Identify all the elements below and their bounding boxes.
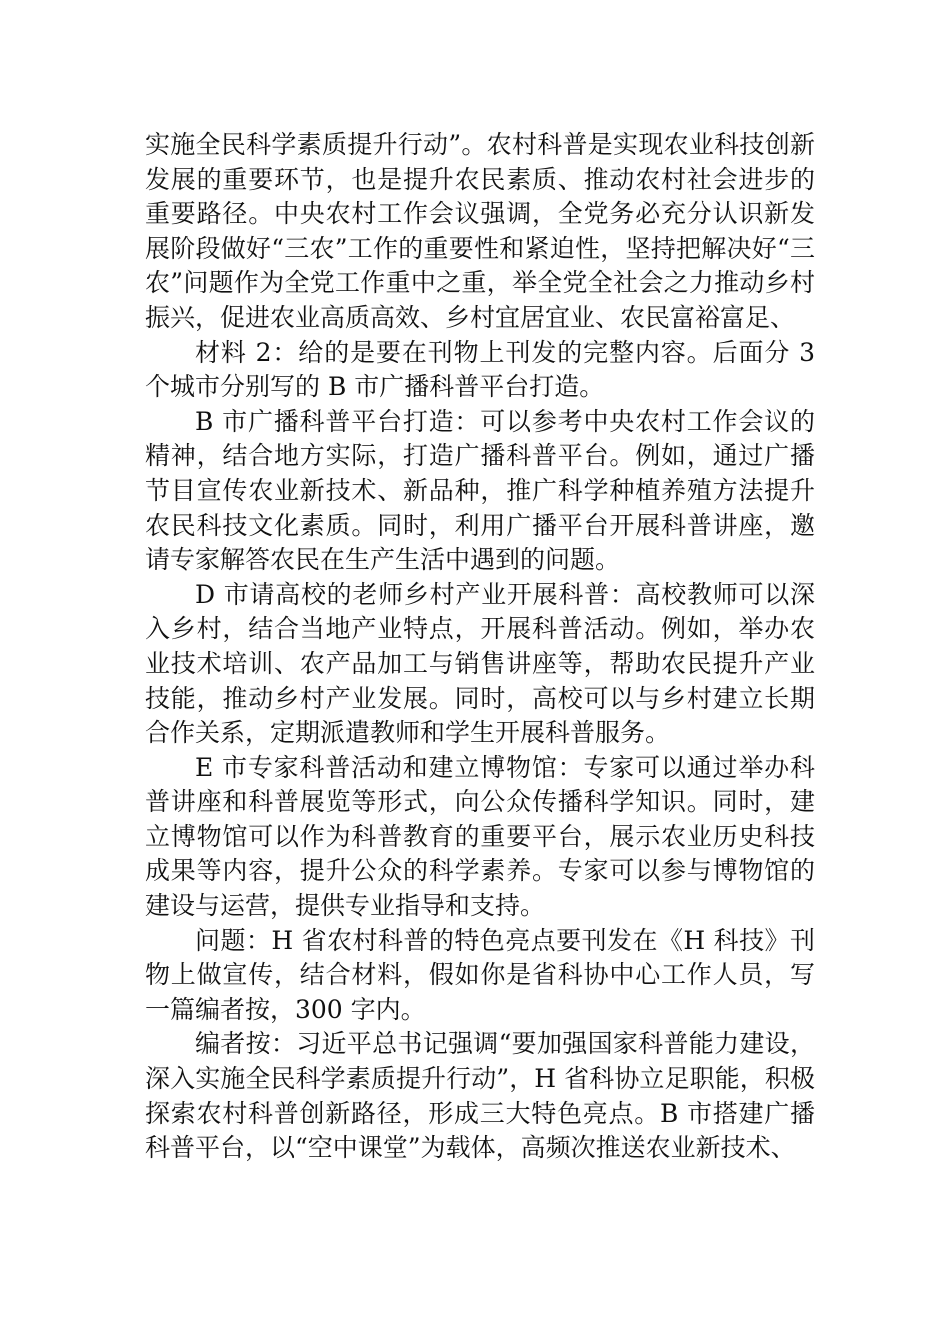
document-body: [145, 128, 815, 1166]
paragraph-editor-note: 编者按：习近平总书记强调“要加强国家科普能力建设，深入实施全民科学素质提升行动”，H 省科协立足职能，积极探索农村科普创新路径，形成三大特色亮点。B 市搭建广播科普平台，以“空中课堂”为载体，高频次推送农业新技术、: [145, 1029, 815, 1163]
paragraph-city-b: B 市广播科普平台打造：可以参考中央农村工作会议的精神，结合地方实际，打造广播科普平台。例如，通过广播节目宣传农业新技术、新品种，推广科学种植养殖方法提升农民科技文化素质。同时，利用广播平台开展科普讲座，邀请专家解答农民在生产生活中遇到的问题。: [145, 406, 815, 575]
paragraph-intro-continuation: 实施全民科学素质提升行动”。农村科普是实现农业科技创新发展的重要环节，也是提升农民素质、推动农村社会进步的重要路径。中央农村工作会议强调，全党务必充分认识新发展阶段做好“三农”工作的重要性和紧迫性，坚持把解决好“三农”问题作为全党工作重中之重，举全党全社会之力推动乡村振兴，促进农业高质高效、乡村宜居宜业、农民富裕富足、: [145, 130, 815, 332]
paragraph-material-2: 材料 2：给的是要在刊物上刊发的完整内容。后面分 3 个城市分别写的 B 市广播科普平台打造。: [145, 337, 815, 402]
paragraph-question: 问题：H 省农村科普的特色亮点要刊发在《H 科技》刊物上做宣传，结合材料，假如你是省科协中心工作人员，写一篇编者按，300 字内。: [145, 925, 815, 1024]
paragraph-city-e: E 市专家科普活动和建立博物馆：专家可以通过举办科普讲座和科普展览等形式，向公众传播科学知识。同时，建立博物馆可以作为科普教育的重要平台，展示农业历史科技成果等内容，提升公众的科学素养。专家可以参与博物馆的建设与运营，提供专业指导和支持。: [145, 752, 815, 921]
paragraph-city-d: D 市请高校的老师乡村产业开展科普：高校教师可以深入乡村，结合当地产业特点，开展科普活动。例如，举办农业技术培训、农产品加工与销售讲座等，帮助农民提升产业技能，推动乡村产业发展。同时，高校可以与乡村建立长期合作关系，定期派遣教师和学生开展科普服务。: [145, 579, 815, 748]
